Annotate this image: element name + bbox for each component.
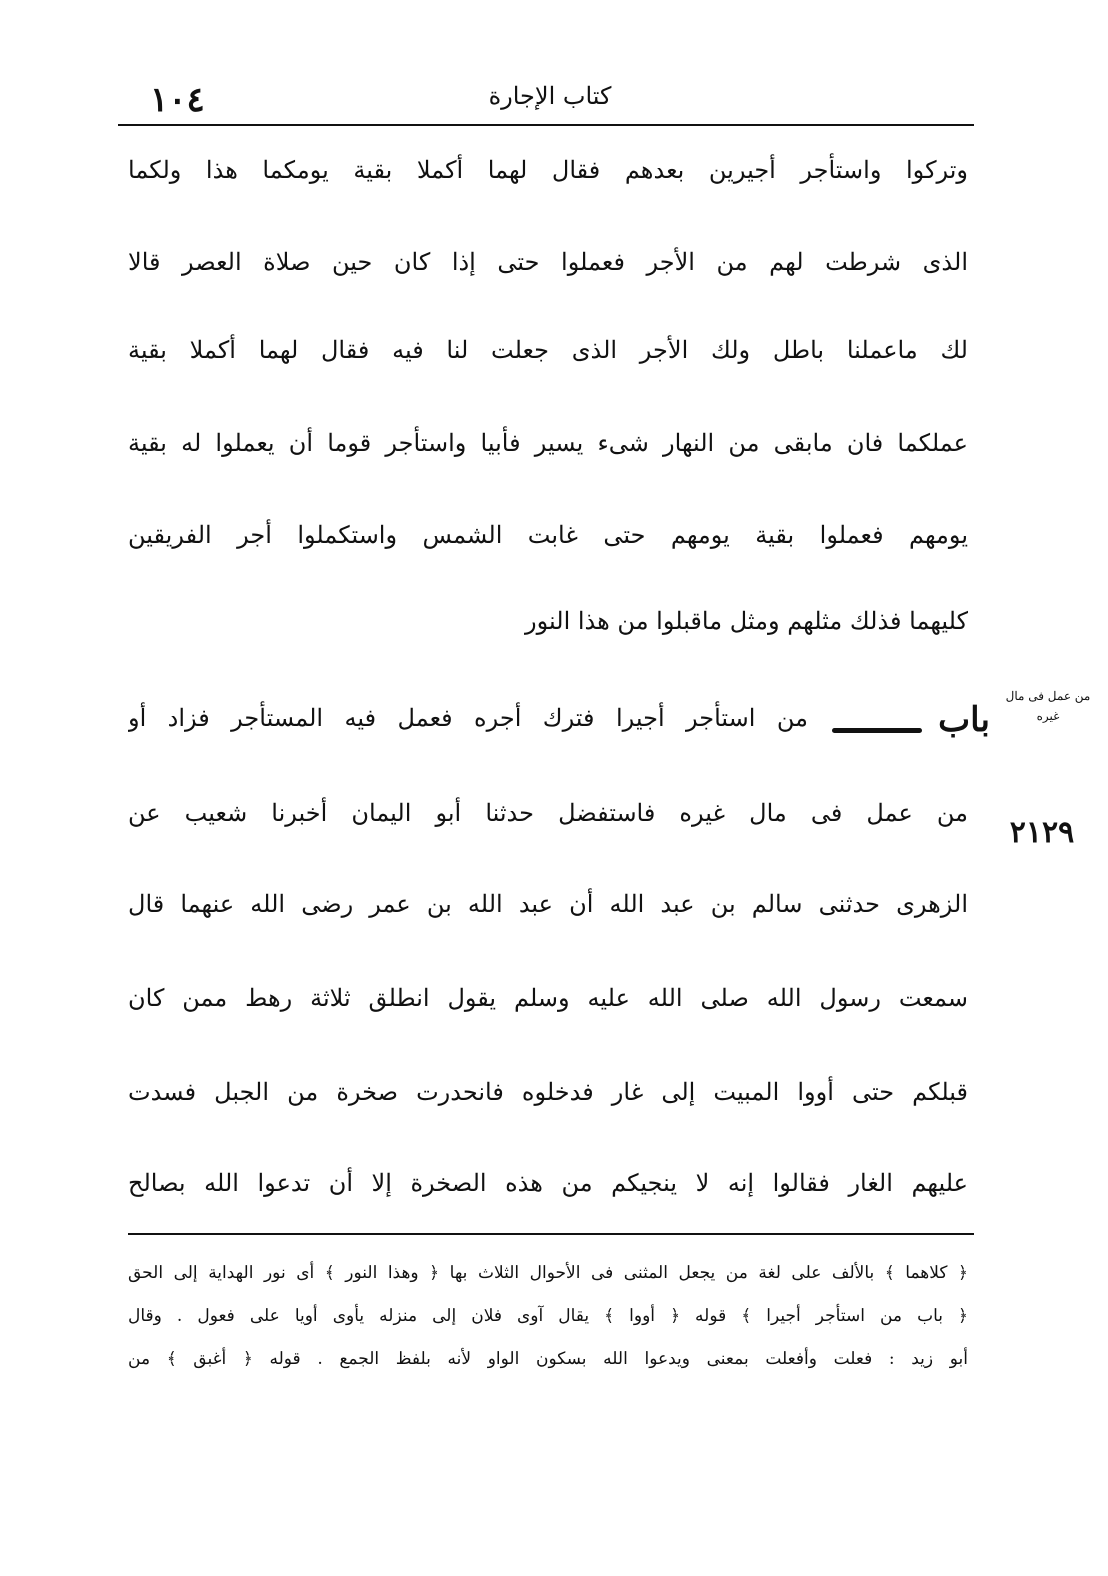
body-line: الذى شرطت لهم من الأجر فعملوا حتى إذا كان حين صلاة العصر قالا bbox=[128, 248, 968, 276]
body-line: عملكما فان مابقى من النهار شىء يسير فأبيا واستأجر قوما أن يعملوا له بقية bbox=[128, 429, 968, 457]
body-line: لك ماعملنا باطل ولك الأجر الذى جعلت لنا فيه فقال لهما أكملا بقية bbox=[128, 336, 968, 364]
body-line: كليهما فذلك مثلهم ومثل ماقبلوا من هذا النور bbox=[525, 607, 968, 635]
section-line: سمعت رسول الله صلى الله عليه وسلم يقول انطلق ثلاثة رهط ممن كان bbox=[128, 984, 968, 1012]
footnote-line: ﴿ باب من استأجر أجيرا ﴾ قوله ﴿ أووا ﴾ يقال آوى فلان إلى منزله يأوى أويا على فعول . وقال bbox=[128, 1306, 968, 1326]
section-line: عليهم الغار فقالوا إنه لا ينجيكم من هذه الصخرة إلا أن تدعوا الله بصالح bbox=[128, 1169, 968, 1197]
running-title: كتاب الإجارة bbox=[488, 82, 612, 110]
hadith-number: ٢١٢٩ bbox=[1009, 815, 1075, 850]
margin-note: من عمل فى مال غيره bbox=[1005, 689, 1091, 723]
footnote-rule bbox=[128, 1233, 974, 1235]
section-line: الزهرى حدثنى سالم بن عبد الله أن عبد الله بن عمر رضى الله عنهما قال bbox=[128, 890, 968, 918]
footnote-line: أبو زيد : فعلت وأفعلت بمعنى ويدعوا الله بسكون الواو لأنه بلفظ الجمع . قوله ﴿ أغبق ﴾ من bbox=[128, 1349, 968, 1369]
body-line: يومهم فعملوا بقية يومهم حتى غابت الشمس واستكملوا أجر الفريقين bbox=[128, 521, 968, 549]
header-rule bbox=[118, 124, 974, 126]
section-line: قبلكم حتى أووا المبيت إلى غار فدخلوه فانحدرت صخرة من الجبل فسدت bbox=[128, 1078, 968, 1106]
section-heading: من استأجر أجيرا فترك أجره فعمل فيه المستأجر فزاد أو bbox=[128, 704, 808, 732]
body-line: وتركوا واستأجر أجيرين بعدهم فقال لهما أكملا بقية يومكما هذا ولكما bbox=[128, 156, 968, 184]
section-label-flourish bbox=[832, 728, 922, 733]
section-label: باب bbox=[938, 700, 990, 740]
page-number: ١٠٤ bbox=[150, 80, 205, 120]
section-line: من عمل فى مال غيره فاستفضل حدثنا أبو اليمان أخبرنا شعيب عن bbox=[128, 799, 968, 827]
footnote-line: ﴿ كلاهما ﴾ بالألف على لغة من يجعل المثنى فى الأحوال الثلاث بها ﴿ وهذا النور ﴾ أى نور الهداية إلى الحق bbox=[128, 1263, 968, 1283]
